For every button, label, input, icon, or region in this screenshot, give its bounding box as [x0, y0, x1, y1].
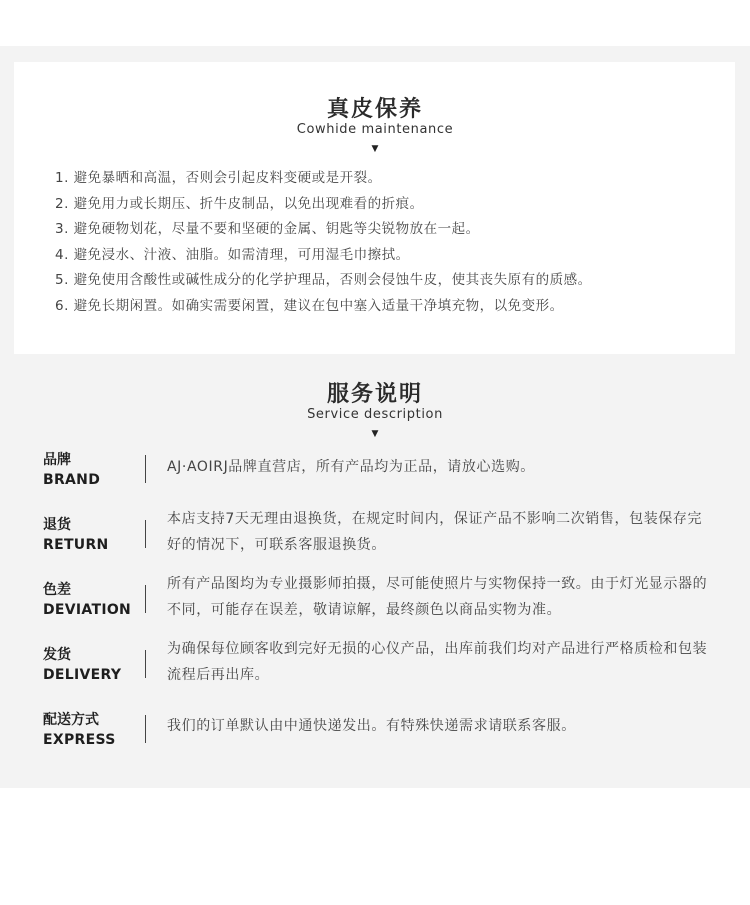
service-divider — [145, 455, 146, 483]
service-label-en: BRAND — [43, 472, 101, 488]
service-subtitle: Service description — [307, 407, 443, 422]
care-subtitle: Cowhide maintenance — [296, 122, 454, 137]
service-label-en: EXPRESS — [43, 732, 116, 748]
service-label-zh: 品牌 — [43, 452, 71, 468]
service-label-en: RETURN — [43, 537, 109, 553]
care-title: 真皮保养 — [326, 97, 423, 122]
care-item: 6. 避免长期闲置。如确实需要闲置，建议在包中塞入适量干净填充物，以免变形。 — [55, 297, 564, 314]
service-label — [43, 646, 143, 684]
service-down-arrow-icon: ▼ — [371, 429, 379, 439]
service-label-en: DELIVERY — [43, 667, 122, 683]
care-item: 4. 避免浸水、汁液、油脂。如需清理，可用湿毛巾擦拭。 — [55, 246, 410, 263]
service-text: 本店支持7天无理由退换货，在规定时间内，保证产品不影响二次销售，包装保存完好的情况下，可联系客服退换货。 — [167, 511, 703, 553]
care-list — [55, 166, 592, 319]
service-label — [43, 711, 143, 749]
service-label-zh: 退货 — [43, 517, 71, 533]
service-label-zh: 发货 — [43, 647, 71, 663]
service-label-zh: 色差 — [43, 582, 71, 598]
care-item: 5. 避免使用含酸性或碱性成分的化学护理品，否则会侵蚀牛皮，使其丧失原有的质感。 — [55, 272, 592, 288]
service-label-en: DEVIATION — [43, 602, 132, 618]
service-label-zh: 配送方式 — [43, 712, 99, 728]
care-item: 2. 避免用力或长期压、折牛皮制品，以免出现难看的折痕。 — [55, 195, 424, 212]
care-item: 3. 避免硬物划花，尽量不要和坚硬的金属、钥匙等尖锐物放在一起。 — [55, 221, 480, 237]
care-item: 1. 避免暴晒和高温，否则会引起皮料变硬或是开裂。 — [55, 170, 382, 186]
care-down-arrow-icon: ▼ — [371, 144, 379, 154]
service-divider — [145, 585, 146, 613]
service-label — [43, 581, 143, 619]
service-text: 我们的订单默认由中通快递发出。有特殊快递需求请联系客服。 — [167, 718, 576, 734]
service-text: 所有产品图均为专业摄影师拍摄，尽可能使照片与实物保持一致。由于灯光显示器的不同，可能存在误差，敬请谅解，最终颜色以商品实物为准。 — [167, 576, 708, 618]
service-text: 为确保每位顾客收到完好无损的心仪产品，出库前我们均对产品进行严格质检和包装流程后再出库。 — [167, 641, 708, 683]
service-divider — [145, 650, 146, 678]
service-divider — [145, 715, 146, 743]
service-text: AJ·AOIRJ品牌直营店，所有产品均为正品，请放心选购。 — [167, 459, 535, 475]
service-divider — [145, 520, 146, 548]
service-label — [43, 516, 143, 554]
service-label — [43, 451, 143, 489]
service-title: 服务说明 — [326, 382, 423, 407]
